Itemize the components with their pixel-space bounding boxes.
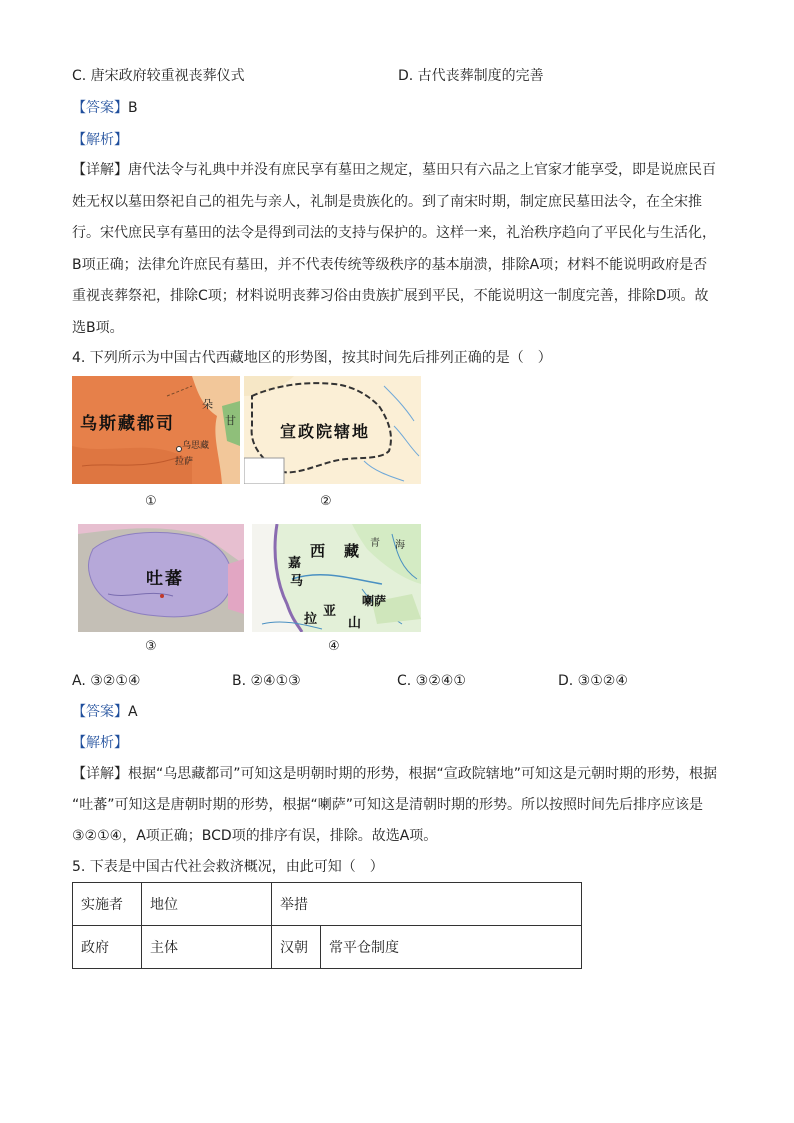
table-cell: 汉朝 <box>272 926 321 969</box>
map-4-caption: ④ <box>328 639 340 654</box>
option-b: B. ②④①③ <box>232 673 301 689</box>
question-5-stem: 5. 下表是中国古代社会救济概况，由此可知（ ） <box>72 859 384 875</box>
analysis-tag: 【解析】 <box>72 735 128 751</box>
relief-table <box>72 882 582 969</box>
map-4-side-5: 山 <box>348 616 362 631</box>
answer-tag: 【答案】 <box>72 100 128 116</box>
option-c: C. ③②④① <box>397 673 466 689</box>
detail-line: ③②①④，A项正确；BCD项的排序有误，排除。故选A项。 <box>72 828 438 844</box>
map-3-tang <box>78 524 244 632</box>
table-row <box>73 883 582 926</box>
map-4-qing <box>252 524 421 632</box>
map-4-side-3: 拉 <box>304 612 318 627</box>
answer-tag: 【答案】 <box>72 704 128 720</box>
map-4-label-1: 西 藏 <box>310 542 362 560</box>
map-2-label: 宣政院辖地 <box>280 422 371 441</box>
table-cell: 常平仓制度 <box>321 926 582 969</box>
option-c: C. 唐宋政府较重视丧葬仪式 <box>72 68 245 84</box>
map-1-small-2: 拉萨 <box>175 457 194 467</box>
map-4-top-2: 海 <box>395 540 405 551</box>
map-3-label: 吐蕃 <box>146 569 184 589</box>
map-4-side-4: 亚 <box>323 604 337 619</box>
table-header-cell: 地位 <box>142 883 272 926</box>
detail-line: “吐蕃”可知这是唐朝时期的形势，根据“喇萨”可知这是清朝时期的形势。所以按照时间先后排序应该是 <box>72 797 704 813</box>
map-1-ming <box>72 376 240 484</box>
detail-line: 选B项。 <box>72 320 124 336</box>
table-cell: 主体 <box>142 926 272 969</box>
table-row <box>73 926 582 969</box>
map-4-side-1: 嘉 <box>288 556 302 571</box>
map-4-label-2: 喇萨 <box>362 594 387 608</box>
table-header-cell: 举措 <box>272 883 582 926</box>
answer-value: B <box>128 100 138 116</box>
map-2-yuan <box>244 376 421 484</box>
table-header-cell: 实施者 <box>73 883 142 926</box>
detail-line: 姓无权以墓田祭祀自己的祖先与亲人，礼制是贵族化的。到了南宋时期，制定庶民墓田法令，在全宋推 <box>72 194 702 210</box>
question-4-stem: 4. 下列所示为中国古代西藏地区的形势图，按其时间先后排列正确的是（ ） <box>72 350 552 366</box>
map-1-label: 乌斯藏都司 <box>80 414 175 434</box>
map-4-top-1: 青 <box>370 538 380 549</box>
map-1-caption: ① <box>145 494 157 509</box>
option-d: D. 古代丧葬制度的完善 <box>398 68 544 84</box>
answer-row <box>72 98 138 118</box>
map-1-corner-1: 朵 <box>202 398 213 411</box>
map-1-small-1: 乌思藏 <box>182 441 210 451</box>
option-d: D. ③①②④ <box>558 673 628 689</box>
analysis-tag: 【解析】 <box>72 132 128 148</box>
detail-line: 重视丧葬祭祀，排除C项；材料说明丧葬习俗由贵族扩展到平民，不能说明这一制度完善，排除D项。故 <box>72 288 709 304</box>
detail-line: 【详解】根据“乌思藏都司”可知这是明朝时期的形势，根据“宣政院辖地”可知这是元朝时期的形势，根据 <box>72 766 718 782</box>
table-cell: 政府 <box>73 926 142 969</box>
detail-line: 行。宋代庶民享有墓田的法令是得到司法的支持与保护的。这样一来，礼治秩序趋向了平民化与生活化， <box>72 225 716 241</box>
map-1-corner-2: 甘 <box>225 414 236 427</box>
option-a: A. ③②①④ <box>72 673 141 689</box>
map-2-caption: ② <box>320 494 332 509</box>
detail-line: 【详解】唐代法令与礼典中并没有庶民享有墓田之规定，墓田只有六品之上官家才能享受，即是说庶民百 <box>72 162 716 178</box>
answer-value: A <box>128 704 138 720</box>
map-3-caption: ③ <box>145 639 157 654</box>
detail-line: B项正确；法律允许庶民有墓田，并不代表传统等级秩序的基本崩溃，排除A项；材料不能说明政府是否 <box>72 257 708 273</box>
map-4-side-2: 马 <box>290 574 304 589</box>
answer-row <box>72 702 138 722</box>
